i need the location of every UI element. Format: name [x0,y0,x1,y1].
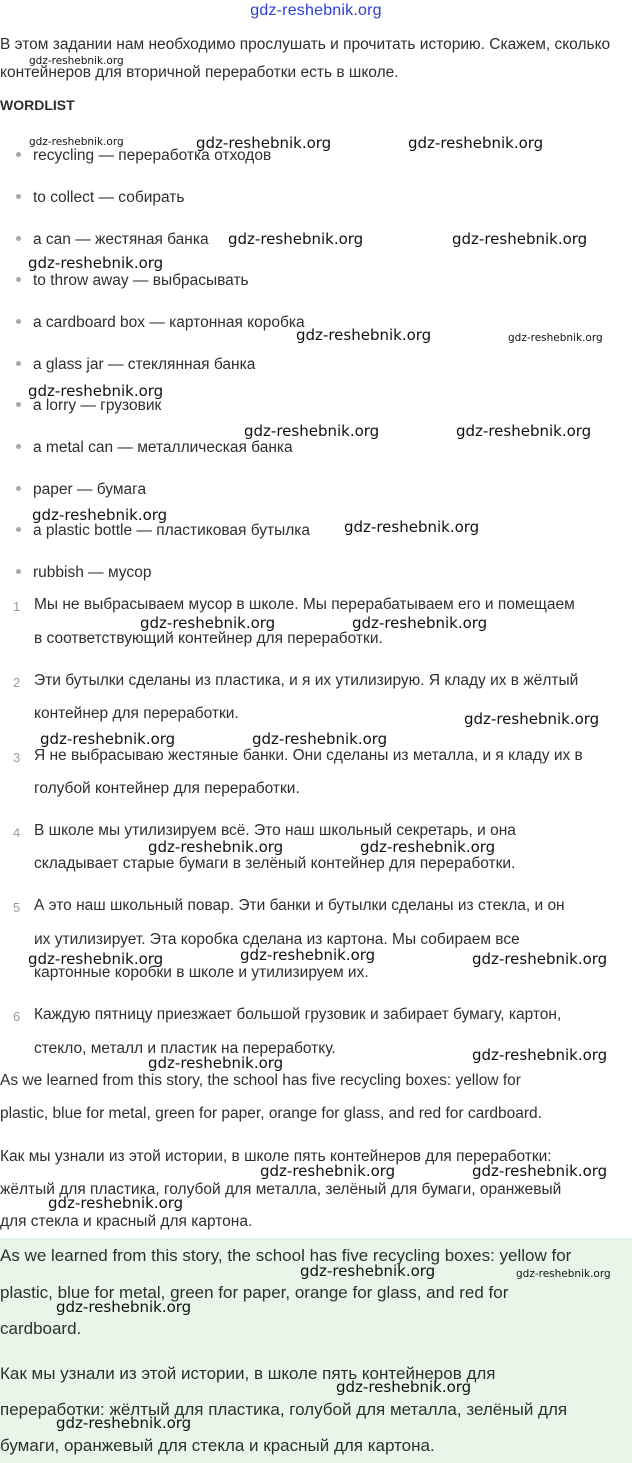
paragraph-number: 2 [13,675,21,690]
answer-russian-line: Как мы узнали из этой истории, в школе пять контейнеров для [0,1364,496,1383]
bullet-icon [16,236,21,241]
paragraph-line: складывает старые бумаги в зелёный контейнер для переработки. [34,855,516,872]
bullet-icon [16,569,21,574]
watermark: gdz-reshebnik.org [148,838,284,856]
wordlist-item: a cardboard box — картонная коробка [16,314,305,332]
bullet-icon [16,444,21,449]
paragraph-number: 4 [13,825,21,840]
site-title[interactable]: gdz-reshebnik.org [250,2,382,19]
paragraph-line: В школе мы утилизируем всё. Это наш школьный секретарь, и она [34,822,516,839]
summary-russian-line: для стекла и красный для картона. [0,1213,253,1230]
watermark: gdz-reshebnik.org [140,614,276,632]
paragraph-line: их утилизирует. Эта коробка сделана из картона. Мы собираем все [34,931,520,948]
paragraph-line: картонные коробки в школе и утилизируем их. [34,964,369,981]
watermark: gdz-reshebnik.org [48,1194,184,1212]
watermark: gdz-reshebnik.org [296,326,432,344]
answer-english-line: As we learned from this story, the school has five recycling boxes: yellow for [0,1246,572,1265]
watermark: gdz-reshebnik.org [452,230,588,248]
watermark: gdz-reshebnik.org [336,1378,472,1396]
wordlist-item: a lorry — грузовик [16,397,161,415]
watermark: gdz-reshebnik.org [472,950,608,968]
watermark: gdz-reshebnik.org [464,710,600,728]
summary-russian-line: Как мы узнали из этой истории, в школе пять контейнеров для переработки: [0,1148,552,1165]
paragraph-line: А это наш школьный повар. Эти банки и бутылки сделаны из стекла, и он [34,897,565,914]
paragraph-line: Мы не выбрасываем мусор в школе. Мы перерабатываем его и помещаем [34,596,575,613]
watermark: gdz-reshebnik.org [32,506,168,524]
watermark: gdz-reshebnik.org [360,838,496,856]
summary-english-line: As we learned from this story, the school has five recycling boxes: yellow for [0,1072,521,1089]
watermark: gdz-reshebnik.org [28,950,164,968]
watermark: gdz-reshebnik.org [148,1054,284,1072]
summary-russian-line: жёлтый для пластика, голубой для металла, зелёный для бумаги, оранжевый [0,1181,562,1198]
wordlist-item: a glass jar — стеклянная банка [16,356,255,374]
summary-english-line: plastic, blue for metal, green for paper, orange for glass, and red for cardboard. [0,1105,542,1122]
watermark: gdz-reshebnik.org [244,422,380,440]
watermark: gdz-reshebnik.org [196,134,332,152]
answer-russian-line: переработки: жёлтый для пластика, голубой для металла, зелёный для [0,1400,568,1419]
watermark: gdz-reshebnik.org [260,1162,396,1180]
bullet-icon [16,319,21,324]
wordlist-item: rubbish — мусор [16,564,152,582]
wordlist-item: a can — жестяная банка [16,231,209,249]
bullet-icon [16,527,21,532]
paragraph-line: Каждую пятницу приезжает большой грузовик и забирает бумагу, картон, [34,1006,562,1023]
watermark: gdz-reshebnik.org [56,1414,192,1432]
watermark: gdz-reshebnik.org [40,730,176,748]
watermark: gdz-reshebnik.org [252,730,388,748]
watermark: gdz-reshebnik.org [516,1268,611,1280]
paragraph-number: 6 [13,1009,21,1024]
paragraph-line: контейнер для переработки. [34,705,239,722]
bullet-icon [16,194,21,199]
paragraph-number: 1 [13,599,21,614]
watermark: gdz-reshebnik.org [456,422,592,440]
answer-english-line: plastic, blue for metal, green for paper, orange for glass, and red for [0,1283,509,1302]
paragraph-number: 3 [13,750,21,765]
paragraph-line: стекло, металл и пластик на переработку. [34,1040,336,1057]
bullet-icon [16,486,21,491]
bullet-icon [16,152,21,157]
wordlist-item: paper — бумага [16,481,146,499]
watermark: gdz-reshebnik.org [472,1046,608,1064]
intro-text: В этом задании нам необходимо прослушать и прочитать историю. Скажем, сколько контейнеров для вторичной переработки есть в школе. [0,36,611,81]
watermark: gdz-reshebnik.org [56,1298,192,1316]
paragraph-line: Я не выбрасываю жестяные банки. Они сделаны из металла, и я кладу их в [34,747,583,764]
wordlist-heading: WORDLIST [0,97,75,113]
watermark: gdz-reshebnik.org [472,1162,608,1180]
watermark: gdz-reshebnik.org [300,1262,436,1280]
watermark: gdz-reshebnik.org [240,946,376,964]
paragraph-line: голубой контейнер для переработки. [34,780,300,797]
wordlist-item: a plastic bottle — пластиковая бутылка [16,522,310,540]
paragraph-line: в соответствующий контейнер для переработки. [34,630,383,647]
answer-russian-line: бумаги, оранжевый для стекла и красный для картона. [0,1436,435,1455]
watermark: gdz-reshebnik.org [28,382,164,400]
watermark: gdz-reshebnik.org [408,134,544,152]
bullet-icon [16,361,21,366]
watermark: gdz-reshebnik.org [28,254,164,272]
bullet-icon [16,402,21,407]
wordlist-item: recycling — переработка отходов [16,147,271,165]
watermark: gdz-reshebnik.org [228,230,364,248]
wordlist-item: to throw away — выбрасывать [16,272,249,290]
wordlist-item: to collect — собирать [16,189,184,207]
watermark: gdz-reshebnik.org [508,332,603,344]
paragraph-line: Эти бутылки сделаны из пластика, и я их утилизирую. Я кладу их в жёлтый [34,672,579,689]
watermark: gdz-reshebnik.org [29,136,124,148]
watermark: gdz-reshebnik.org [29,55,124,67]
wordlist-item: a metal can — металлическая банка [16,439,293,457]
watermark: gdz-reshebnik.org [352,614,488,632]
bullet-icon [16,277,21,282]
watermark: gdz-reshebnik.org [344,518,480,536]
answer-english-line: cardboard. [0,1319,82,1338]
paragraph-number: 5 [13,900,21,915]
